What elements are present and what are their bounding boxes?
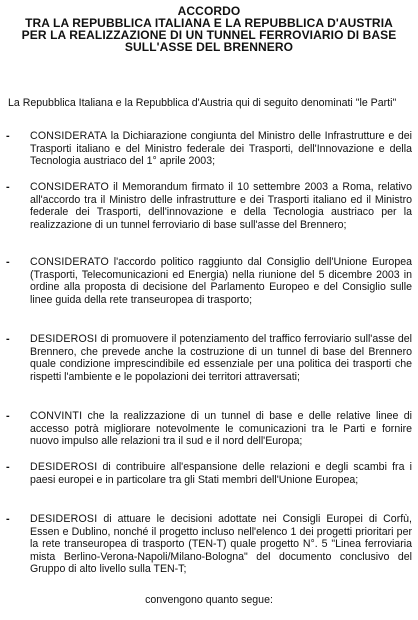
bullet-dash: - xyxy=(6,513,10,525)
recital-text xyxy=(30,513,412,576)
recital-body: l'accordo politico raggiunto dal Consiglio dell'Unione Europea (Trasporti, Telecomunicazioni ed Energia) nella riunione del 5 dicembre 2003 in ordine alla proposta di decisione del Parlamento Europeo e del Consiglio sulle linee guida della rete transeuropea di trasporto; xyxy=(30,256,412,306)
recital-keyword: CONSIDERATO xyxy=(30,181,109,193)
title-line-3: PER LA REALIZZAZIONE DI UN TUNNEL FERROVIARIO DI BASE xyxy=(21,28,397,42)
recital-text xyxy=(30,130,412,168)
title-line-4: SULL'ASSE DEL BRENNERO xyxy=(124,40,294,54)
intro-paragraph: La Repubblica Italiana e la Repubblica d'Austria qui di seguito denominati "le Parti" xyxy=(8,97,397,109)
title-line-1: ACCORDO xyxy=(177,4,241,18)
recital-text xyxy=(30,461,412,486)
recital-text xyxy=(30,256,412,306)
recital-text xyxy=(30,181,412,231)
title-line-2: TRA LA REPUBBLICA ITALIANA E LA REPUBBLICA D'AUSTRIA xyxy=(25,16,393,30)
recital-body: che la realizzazione di un tunnel di base e delle relative linee di accesso potrà migliorare notevolmente le comunicazioni tra le Parti e fornire nuovo impulso alle relazioni tra il sud e il nord dell'Europa; xyxy=(30,410,412,448)
bullet-dash: - xyxy=(6,461,10,473)
bullet-dash: - xyxy=(6,256,10,268)
bullet-dash: - xyxy=(6,181,10,193)
recital-text xyxy=(30,410,412,448)
recital-body: di attuare le decisioni adottate nei Consigli Europei di Corfù, Essen e Dublino, nonché il progetto incluso nell'elenco 1 dei progetti prioritari per la rete transeuropea di trasporto (TEN-T) quale progetto N°. 5 "Linea ferroviaria mista Berlino-Verona-Napoli/Milano-Bologna" del documento conclusivo del Gruppo di alto livello sulla TEN-T; xyxy=(30,513,412,576)
bullet-dash: - xyxy=(6,410,10,422)
recital-body: la Dichiarazione congiunta del Ministro delle Infrastrutture e dei Trasporti italiano e del Ministro federale dei Trasporti, dell'Innovazione e della Tecnologia austriaco del 1° aprile 2003; xyxy=(30,130,412,168)
recital-body: di contribuire all'espansione delle relazioni e degli scambi fra i paesi europei e in particolare tra gli Stati membri dell'Unione Europea; xyxy=(30,461,412,486)
recital-body: il Memorandum firmato il 10 settembre 2003 a Roma, relativo all'accordo tra il Ministro delle infrastrutture e dei Trasporti italiano ed il Ministro federale dei Trasporti, dell'innovazione e della Tecnologia austriaco per la realizzazione di un tunnel ferroviario di base sull'asse del Brennero; xyxy=(30,181,412,231)
recital-keyword: DESIDEROSI xyxy=(30,333,98,345)
recital-keyword: DESIDEROSI xyxy=(30,513,98,525)
recital-body: di promuovere il potenziamento del traffico ferroviario sull'asse del Brennero, che prevede anche la costruzione di un tunnel di base del Brennero quale condizione imprescindibile ed essenziale per una politica dei trasporti che rispetti l'ambiente e le popolazioni dei territori attraversati; xyxy=(30,333,412,383)
recital-keyword: CONVINTI xyxy=(30,410,83,422)
bullet-dash: - xyxy=(6,130,10,142)
recital-keyword: CONSIDERATO xyxy=(30,256,109,268)
recital-text xyxy=(30,333,412,383)
recital-keyword: CONSIDERATA xyxy=(30,130,108,142)
bullet-dash: - xyxy=(6,333,10,345)
recital-keyword: DESIDEROSI xyxy=(30,461,98,473)
closing-line: convengono quanto segue: xyxy=(145,594,273,606)
